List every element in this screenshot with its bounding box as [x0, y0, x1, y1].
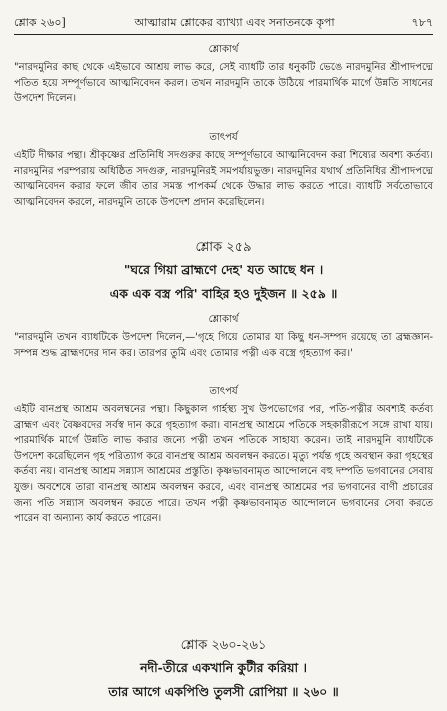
page-number: ৭৮৭ [411, 16, 433, 29]
chapter-title: আত্মারাম শ্লোকের ব্যাখ্যা এবং সনাতনকে কৃপা [134, 16, 335, 29]
verse-260-line-1: নদী-তীরে একখানি কুটীর করিয়া । [140, 660, 307, 675]
running-header [14, 8, 433, 35]
verse-259-line-2: এক এক বস্ত্র পরি' বাহির হও দুইজন ॥ ২৫৯ ॥ [109, 286, 338, 301]
verse-reference: শ্লোক ২৬০] [14, 16, 66, 29]
translation-heading: শ্লোকার্থ [208, 44, 239, 55]
verse-260-title: শ্লোক ২৬০-২৬১ [180, 638, 267, 653]
translation-text: "নারদমুনির কাছ থেকে এইভাবে আশ্রয় লাভ করে, সেই ব্যাধটি তার ধনুকটি ভেঙে নারদমুনির শ্রীপাদপদ্মে পতিত হয়ে সম্পূর্ণভাবে আত্মনিবেদন করল। তখন নারদমুনি তাকে উঠিয়ে পারমার্থিক মার্গে উন্নতি সাধনের উপদেশ দিলেন। [14, 62, 433, 105]
verse-259-line-1: "ঘরে গিয়া ব্রাহ্মণে দেহ' যত আছে ধন । [123, 262, 324, 277]
verse-259-title: শ্লোক ২৫৯ [195, 240, 252, 255]
purport-text-2: এইটি বানপ্রস্থ আশ্রম অবলম্বনের পন্থা। কিছুকাল গার্হস্থ্য সুখ উপভোগের পর, পতি-পত্নীর অবশ্যই কর্তব্য ব্রাহ্মণ এবং বৈষ্ণবদের সর্বস্ব দান করে গৃহত্যাগ করা। বানপ্রস্থ আশ্রমে পতিকে সহকারীরূপে সঙ্গে রাখা যায়। পারমার্থিক মার্গে উন্নতি লাভ করার জন্যে পত্নী তখন পতিকে সাহায্য করেন। তাই নারদমুনি ব্যাধটিকে উপদেশ করেছিলেন গৃহ পরিত্যাগ করে বানপ্রস্থ আশ্রম অবলম্বন করতে। মৃত্যু পর্যন্ত গৃহে অবস্থান করা গৃহস্থের কর্তব্য নয়। বানপ্রস্থ আশ্রম সন্ন্যাস আশ্রমের প্রস্তুতি। কৃষ্ণভাবনামৃত আন্দোলনে বহু দম্পতি ভগবানের সেবায় যুক্ত। অবশেষে তারা বানপ্রস্থ আশ্রম অবলম্বন করবে, এবং বানপ্রস্থ আশ্রমের পর ভগবানের বাণী প্রচারের জন্য পতি সন্ন্যাস অবলম্বন করতে পারে। তখন পত্নী কৃষ্ণভাবনামৃত আন্দোলনে ভগবানের সেবা করতে পারেন বা অন্যান্য কার্য করতে পারেন। [14, 404, 433, 525]
translation-heading-2: শ্লোকার্থ [208, 314, 239, 325]
translation-text-2: "নারদমুনি তখন ব্যাধটিকে উপদেশ দিলেন,—'গৃহে গিয়ে তোমার যা কিছু ধন-সম্পদ রয়েছে তা ব্রহ্মজ্ঞান-সম্পন্ন শুদ্ধ ব্রাহ্মণদের দান কর। তারপর তুমি এবং তোমার পত্নী এক বস্ত্রে গৃহত্যাগ কর।' [14, 332, 433, 359]
verse-260-line-2: তার আগে একপিণ্ডি তুলসী রোপিয়া ॥ ২৬০ ॥ [108, 684, 339, 699]
purport-heading: তাৎপর্য [209, 132, 238, 143]
purport-heading-2: তাৎপর্য [209, 386, 238, 397]
purport-text: এইটি দীক্ষার পন্থা। শ্রীকৃষ্ণের প্রতিনিধি সদগুরুর কাছে সম্পূর্ণভাবে আত্মনিবেদন করা শিষ্যের অবশ্য কর্তব্য। নারদমুনির পরম্পরায় অধিষ্ঠিত সদগুরু, নারদমুনিরই সমপর্যায়ভুক্ত। নারদমুনির যথার্থ প্রতিনিধির শ্রীপাদপদ্মে আত্মনিবেদন করার ফলে জীব তার সমস্ত পাপকর্ম থেকে উদ্ধার লাভ করতে পারে। ব্যাধটি সর্বতোভাবে আত্মনিবেদন করলে, নারদমুনি তাকে উপদেশ প্রদান করেছিলেন। [14, 150, 433, 208]
